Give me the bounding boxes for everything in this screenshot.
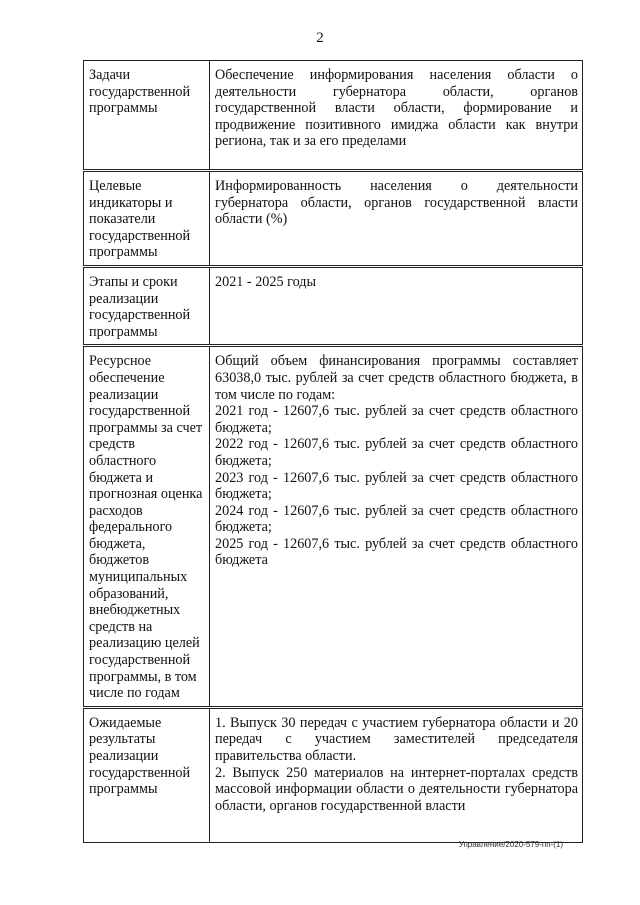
- row-label: Ожидаемые результаты реализации государственной программы: [84, 707, 210, 842]
- row-paragraph: 2023 год - 12607,6 тыс. рублей за счет средств областного бюджета;: [215, 469, 578, 503]
- table-row: [84, 171, 583, 267]
- row-value: [210, 61, 583, 171]
- row-label: Ресурсное обеспечение реализации государственной программы за счет средств областного бюджета и прогнозная оценка расходов федерального бюджета, бюджетов муниципальных образований, внебюджетных средств на реализацию целей государственной программы, в том числе по годам: [84, 346, 210, 707]
- row-label: Этапы и сроки реализации государственной программы: [84, 266, 210, 345]
- table-row: [84, 707, 583, 842]
- table-row: [84, 266, 583, 345]
- row-paragraph: 2. Выпуск 250 материалов на интернет-порталах средств массовой информации области о деятельности губернатора области, органов государственной власти: [215, 764, 578, 814]
- row-paragraph: 2025 год - 12607,6 тыс. рублей за счет средств областного бюджета: [215, 535, 578, 569]
- page-number: 2: [316, 30, 324, 46]
- program-passport-table: [83, 60, 583, 843]
- row-paragraph: 2024 год - 12607,6 тыс. рублей за счет средств областного бюджета;: [215, 502, 578, 536]
- table-row: [84, 61, 583, 171]
- row-value: [210, 346, 583, 707]
- row-paragraph: Общий объем финансирования программы составляет 63038,0 тыс. рублей за счет средств областного бюджета, в том числе по годам:: [215, 353, 578, 403]
- row-paragraph: Обеспечение информирования населения области о деятельности губернатора области, органов государственной власти области, формирование и продвижение позитивного имиджа области как внутри региона, так и за его пределами: [215, 67, 578, 150]
- row-paragraph: 2021 - 2025 годы: [215, 273, 317, 290]
- row-paragraph: Информированность населения о деятельности губернатора области, органов государственной власти области (%): [215, 178, 578, 228]
- row-paragraph: 1. Выпуск 30 передач с участием губернатора области и 20 передач с участием заместителей председателя правительства области.: [215, 714, 578, 764]
- table-row: [84, 346, 583, 707]
- row-paragraph: 2022 год - 12607,6 тыс. рублей за счет средств областного бюджета;: [215, 436, 578, 469]
- row-value: [210, 266, 583, 345]
- row-value: [210, 171, 583, 267]
- row-label: Задачи государственной программы: [84, 61, 210, 171]
- document-code: Управление/2020-579-пп-(1): [458, 840, 563, 849]
- row-paragraph: 2021 год - 12607,6 тыс. рублей за счет средств областного бюджета;: [215, 403, 578, 436]
- row-label: Целевые индикаторы и показатели государственной программы: [84, 171, 210, 267]
- row-value: [210, 707, 583, 842]
